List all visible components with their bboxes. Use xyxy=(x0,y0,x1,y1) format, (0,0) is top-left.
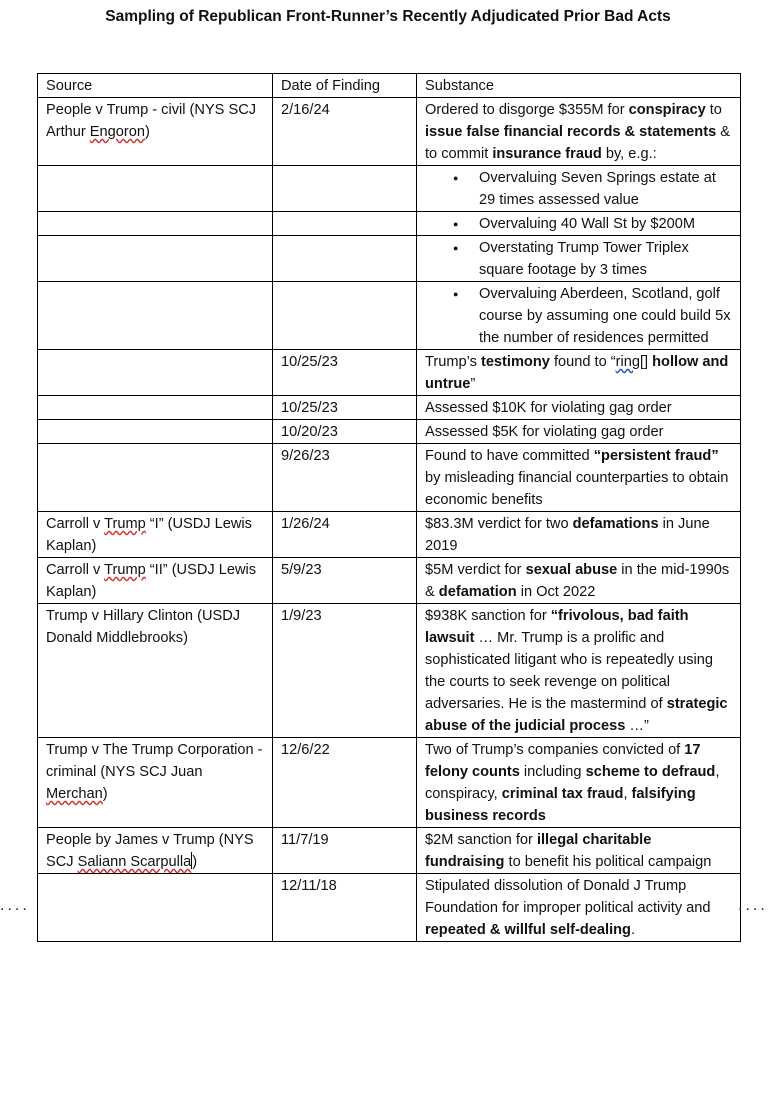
date-cell xyxy=(273,236,417,282)
table-row xyxy=(38,420,741,444)
date-cell: 10/20/23 xyxy=(273,420,417,444)
source-cell xyxy=(38,874,273,942)
source-cell xyxy=(38,444,273,512)
substance-cell: Assessed $10K for violating gag order xyxy=(417,396,741,420)
table-row xyxy=(38,558,741,604)
right-edge-marker: .... xyxy=(738,897,768,914)
substance-cell: Trump’s testimony found to “ring[] hollow and untrue” xyxy=(417,350,741,396)
bad-acts-table xyxy=(37,73,741,942)
table-row xyxy=(38,444,741,512)
source-cell: Carroll v Trump “I” (USDJ Lewis Kaplan) xyxy=(38,512,273,558)
source-cell: Carroll v Trump “II” (USDJ Lewis Kaplan) xyxy=(38,558,273,604)
date-cell: 12/6/22 xyxy=(273,738,417,828)
substance-cell: $83.3M verdict for two defamations in June 2019 xyxy=(417,512,741,558)
substance-cell: $5M verdict for sexual abuse in the mid-1990s & defamation in Oct 2022 xyxy=(417,558,741,604)
source-cell xyxy=(38,236,273,282)
substance-cell: Stipulated dissolution of Donald J Trump Foundation for improper political activity and repeated & willful self-dealing. xyxy=(417,874,741,942)
date-cell xyxy=(273,282,417,350)
table-row xyxy=(38,98,741,166)
table-row xyxy=(38,166,741,212)
source-cell xyxy=(38,396,273,420)
source-cell xyxy=(38,420,273,444)
substance-cell: Ordered to disgorge $355M for conspiracy to issue false financial records & statements & to commit insurance fraud by, e.g.: xyxy=(417,98,741,166)
source-cell: Trump v Hillary Clinton (USDJ Donald Middlebrooks) xyxy=(38,604,273,738)
date-cell: 10/25/23 xyxy=(273,350,417,396)
substance-cell xyxy=(417,282,741,350)
source-cell: People v Trump - civil (NYS SCJ Arthur Engoron) xyxy=(38,98,273,166)
date-cell: 12/11/18 xyxy=(273,874,417,942)
substance-cell: $2M sanction for illegal charitable fundraising to benefit his political campaign xyxy=(417,828,741,874)
substance-cell: Assessed $5K for violating gag order xyxy=(417,420,741,444)
substance-cell: Two of Trump’s companies convicted of 17 felony counts including scheme to defraud, conspiracy, criminal tax fraud, falsifying business records xyxy=(417,738,741,828)
table-header-row xyxy=(38,74,741,98)
table-row xyxy=(38,604,741,738)
date-cell: 11/7/19 xyxy=(273,828,417,874)
list-item: ● Overvaluing Seven Springs estate at 29 times assessed value xyxy=(479,167,732,211)
source-cell: People by James v Trump (NYS SCJ Saliann Scarpulla) xyxy=(38,828,273,874)
source-cell xyxy=(38,166,273,212)
header-source: Source xyxy=(38,74,273,98)
date-cell: 10/25/23 xyxy=(273,396,417,420)
source-cell xyxy=(38,350,273,396)
date-cell: 1/9/23 xyxy=(273,604,417,738)
list-item: ● Overstating Trump Tower Triplex square footage by 3 times xyxy=(479,237,732,281)
table-row xyxy=(38,282,741,350)
source-cell xyxy=(38,282,273,350)
table-row xyxy=(38,350,741,396)
substance-cell: Found to have committed “persistent fraud” by misleading financial counterparties to obtain economic benefits xyxy=(417,444,741,512)
table-row xyxy=(38,738,741,828)
date-cell: 9/26/23 xyxy=(273,444,417,512)
substance-cell xyxy=(417,236,741,282)
list-item: ● Overvaluing Aberdeen, Scotland, golf course by assuming one could build 5x the number of residences permitted xyxy=(479,283,732,349)
date-cell xyxy=(273,166,417,212)
header-substance: Substance xyxy=(417,74,741,98)
table-row xyxy=(38,396,741,420)
table-row xyxy=(38,236,741,282)
list-item: ● Overvaluing 40 Wall St by $200M xyxy=(479,213,732,235)
date-cell: 2/16/24 xyxy=(273,98,417,166)
header-date: Date of Finding xyxy=(273,74,417,98)
substance-cell xyxy=(417,166,741,212)
source-cell: Trump v The Trump Corporation -criminal (NYS SCJ Juan Merchan) xyxy=(38,738,273,828)
table-row xyxy=(38,212,741,236)
date-cell: 1/26/24 xyxy=(273,512,417,558)
source-cell xyxy=(38,212,273,236)
date-cell xyxy=(273,212,417,236)
left-edge-marker: .... xyxy=(0,897,30,914)
table-row xyxy=(38,512,741,558)
table-row xyxy=(38,828,741,874)
table-row xyxy=(38,874,741,942)
date-cell: 5/9/23 xyxy=(273,558,417,604)
substance-cell: $938K sanction for “frivolous, bad faith lawsuit … Mr. Trump is a prolific and sophisticated litigant who is repeatedly using the courts to seek revenge on political adversaries. He is the mastermind of strategic abuse of the judicial process …” xyxy=(417,604,741,738)
page-title: Sampling of Republican Front-Runner’s Recently Adjudicated Prior Bad Acts xyxy=(105,8,671,25)
substance-cell xyxy=(417,212,741,236)
